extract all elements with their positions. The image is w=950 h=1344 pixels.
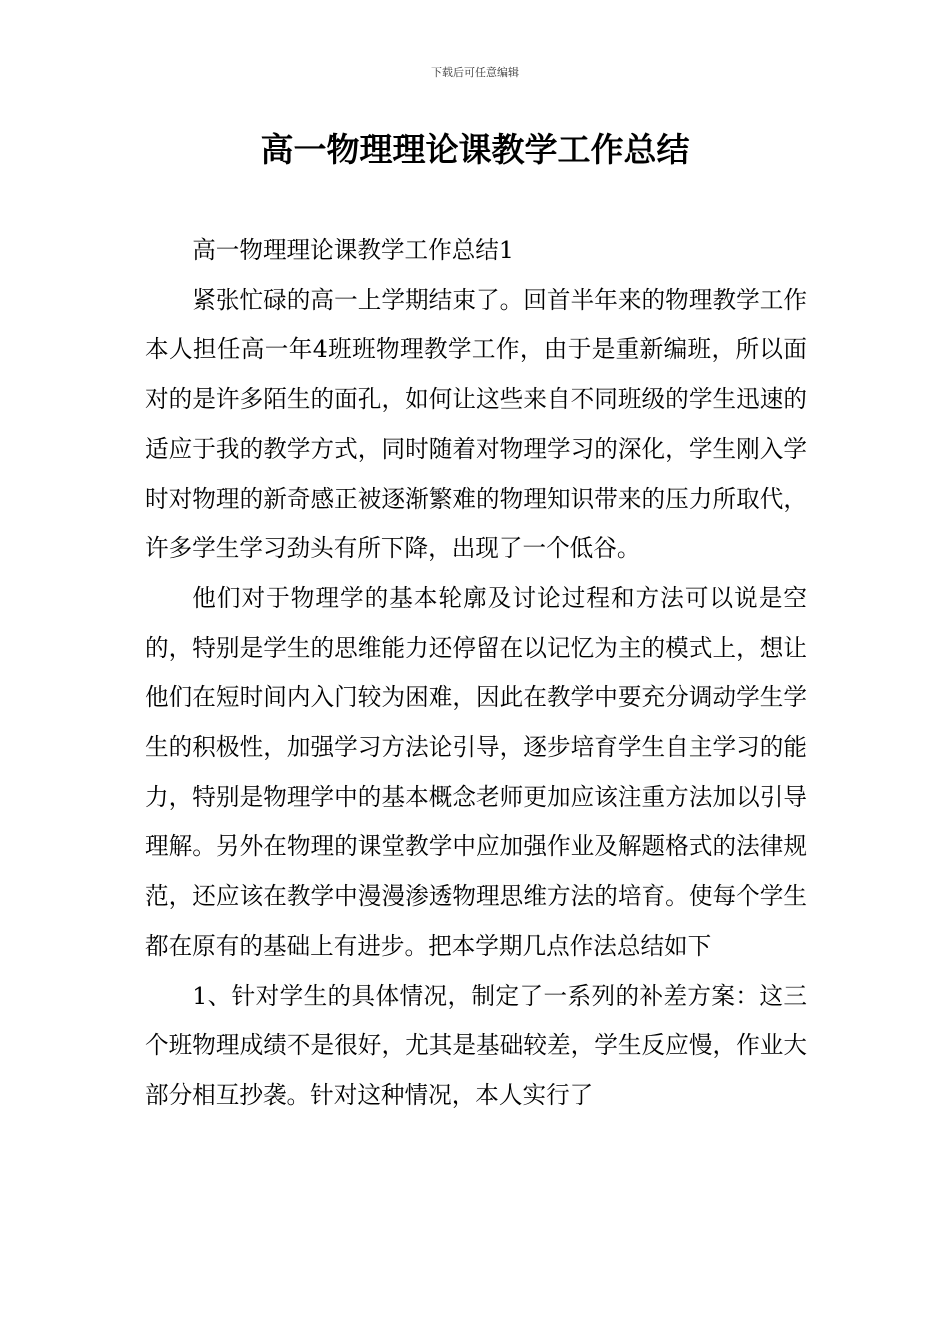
header-note: 下载后可任意编辑: [431, 66, 519, 79]
document-body: [145, 226, 807, 1121]
paragraph-1: 紧张忙碌的高一上学期结束了。回首半年来的物理教学工作本人担任高一年4班班物理教学工作，由于是重新编班，所以面对的是许多陌生的面孔，如何让这些来自不同班级的学生迅速的适应于我的教学方式，同时随着对物理学习的深化，学生刚入学时对物理的新奇感正被逐渐繁难的物理知识带来的压力所取代，许多学生学习劲头有所下降，出现了一个低谷。: [145, 285, 807, 563]
section-heading: 高一物理理论课教学工作总结1: [192, 236, 514, 264]
paragraph-3: 1、针对学生的具体情况，制定了一系列的补差方案：这三个班物理成绩不是很好，尤其是基础较差，学生反应慢，作业大部分相互抄袭。针对这种情况，本人实行了: [145, 981, 807, 1109]
paragraph-2: 他们对于物理学的基本轮廓及讨论过程和方法可以说是空的，特别是学生的思维能力还停留在以记忆为主的模式上，想让他们在短时间内入门较为困难，因此在教学中要充分调动学生学生的积极性，加强学习方法论引导，逐步培育学生自主学习的能力，特别是物理学中的基本概念老师更加应该注重方法加以引导理解。另外在物理的课堂教学中应加强作业及解题格式的法律规范，还应该在教学中漫漫渗透物理思维方法的培育。使每个学生都在原有的基础上有进步。把本学期几点作法总结如下: [145, 583, 807, 960]
document-title: 高一物理理论课教学工作总结: [260, 130, 690, 169]
